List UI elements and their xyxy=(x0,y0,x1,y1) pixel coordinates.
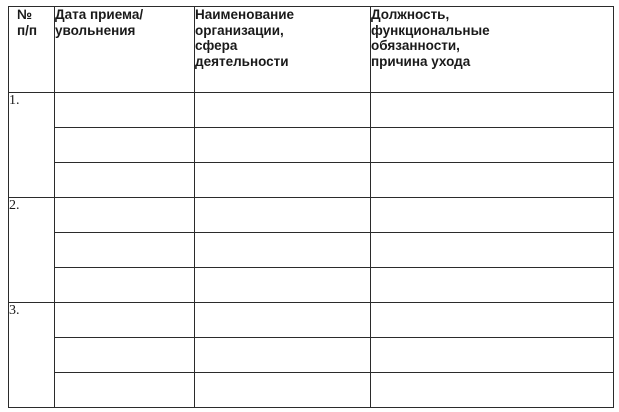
organization-cell[interactable] xyxy=(195,233,371,268)
dates-cell[interactable] xyxy=(55,233,195,268)
organization-cell[interactable] xyxy=(195,198,371,233)
position-cell[interactable] xyxy=(371,303,614,338)
dates-cell[interactable] xyxy=(55,163,195,198)
row-number-cell: 3. xyxy=(9,303,55,408)
position-cell[interactable] xyxy=(371,338,614,373)
position-cell[interactable] xyxy=(371,128,614,163)
dates-cell[interactable] xyxy=(55,128,195,163)
table-row xyxy=(9,303,614,338)
organization-cell[interactable] xyxy=(195,163,371,198)
table-row xyxy=(9,233,614,268)
position-cell[interactable] xyxy=(371,373,614,408)
position-cell[interactable] xyxy=(371,198,614,233)
table-row xyxy=(9,163,614,198)
table-header-row xyxy=(9,7,614,93)
dates-cell[interactable] xyxy=(55,338,195,373)
organization-cell[interactable] xyxy=(195,373,371,408)
dates-cell[interactable] xyxy=(55,268,195,303)
table-row xyxy=(9,338,614,373)
organization-cell[interactable] xyxy=(195,303,371,338)
table-row xyxy=(9,93,614,128)
dates-cell[interactable] xyxy=(55,303,195,338)
dates-cell[interactable] xyxy=(55,198,195,233)
organization-cell[interactable] xyxy=(195,338,371,373)
table-row xyxy=(9,198,614,233)
organization-cell[interactable] xyxy=(195,128,371,163)
row-number-cell: 2. xyxy=(9,198,55,303)
position-cell[interactable] xyxy=(371,163,614,198)
organization-cell[interactable] xyxy=(195,268,371,303)
position-cell[interactable] xyxy=(371,268,614,303)
position-cell[interactable] xyxy=(371,233,614,268)
header-organization: Наименование организации, сфера деятельности xyxy=(195,7,371,93)
table-row xyxy=(9,128,614,163)
table-row xyxy=(9,373,614,408)
organization-cell[interactable] xyxy=(195,93,371,128)
dates-cell[interactable] xyxy=(55,373,195,408)
dates-cell[interactable] xyxy=(55,93,195,128)
position-cell[interactable] xyxy=(371,93,614,128)
employment-history-table xyxy=(8,6,614,408)
table-row xyxy=(9,268,614,303)
row-number-cell: 1. xyxy=(9,93,55,198)
header-position: Должность, функциональные обязанности, причина ухода xyxy=(371,7,614,93)
header-dates: Дата приема/ увольнения xyxy=(55,7,195,93)
header-number: № п/п xyxy=(9,7,55,93)
